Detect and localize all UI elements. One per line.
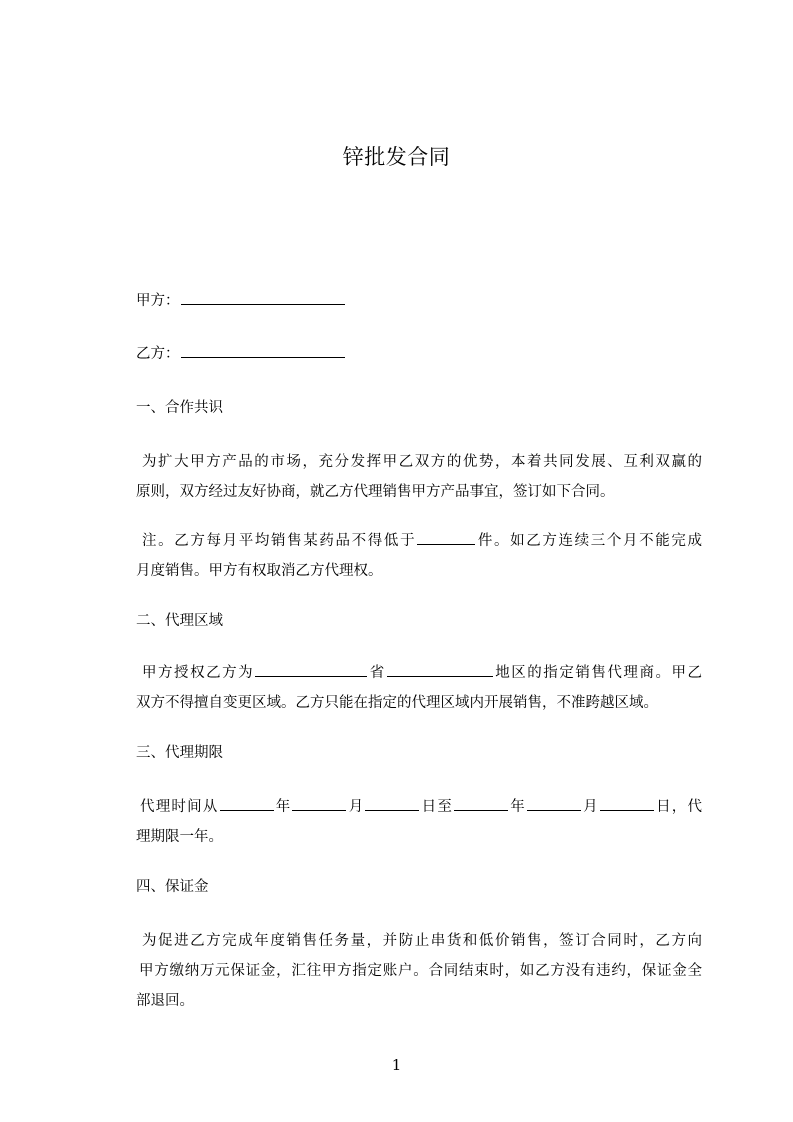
section2-province: 省 [368,665,386,681]
section4-heading: 四、保证金 [136,879,209,895]
section3-suffix: 日，代 [654,799,703,815]
party-b-blank [181,340,345,358]
province-blank [255,659,367,677]
start-year-blank [220,793,274,811]
start-month-label: 月 [347,799,365,815]
party-a-label: 甲方： [136,293,180,309]
section1-paragraph [136,447,702,507]
party-b-line [136,339,346,369]
section2-line2: 双方不得擅自变更区域。乙方只能在指定的代理区域内开展销售，不准跨越区域。 [136,695,658,711]
note-suffix: 件。如乙方连续三个月不能完成 [476,533,703,549]
end-year-label: 年 [509,799,526,815]
region-blank [387,659,493,677]
end-year-blank [454,793,508,811]
section4-line2: 甲方缴纳万元保证金，汇往甲方指定账户。合同结束时，如乙方没有违约，保证金全 [139,963,702,979]
section1-para-line1: 为扩大甲方产品的市场，充分发挥甲乙双方的优势，本着共同发展、互利双赢的 [142,454,702,470]
note-prefix: 注。乙方每月平均销售某药品不得低于 [142,533,417,549]
section2-paragraph [136,658,702,718]
section4-line1: 为促进乙方完成年度销售任务量，并防止串货和低价销售，签订合同时，乙方向 [142,933,702,949]
end-month-blank [527,793,581,811]
section1-note-line1 [136,526,702,556]
section2-heading: 二、代理区域 [136,613,223,629]
end-month-label: 月 [581,799,599,815]
section3-prefix: 代理时间从 [140,799,219,815]
start-day-blank [365,793,419,811]
section3-line1 [136,792,702,822]
start-day-label: 日至 [420,799,454,815]
document-title: 锌批发合同 [342,145,451,169]
section3-heading: 三、代理期限 [136,745,223,761]
section4-line3: 部退回。 [136,993,194,1009]
section3-paragraph [136,792,702,852]
party-b-label: 乙方： [136,346,180,362]
end-day-blank [600,793,654,811]
start-month-blank [292,793,346,811]
page-number: 1 [391,1056,402,1074]
section2-suffix: 地区的指定销售代理商。甲乙 [493,665,703,681]
section1-note-line2: 月度销售。甲方有权取消乙方代理权。 [136,563,383,579]
party-a-line [136,286,346,316]
section2-prefix: 甲方授权乙方为 [142,665,255,681]
section2-line1 [136,658,702,688]
section1-para-line2: 原则，双方经过友好协商，就乙方代理销售甲方产品事宜，签订如下合同。 [136,484,615,500]
note-quantity-blank [417,527,475,545]
party-a-blank [181,287,345,305]
section1-note [136,526,702,586]
section3-line2: 理期限一年。 [136,829,223,845]
section1-heading: 一、合作共识 [136,400,223,416]
start-year-label: 年 [274,799,292,815]
section4-paragraph [136,926,702,1016]
